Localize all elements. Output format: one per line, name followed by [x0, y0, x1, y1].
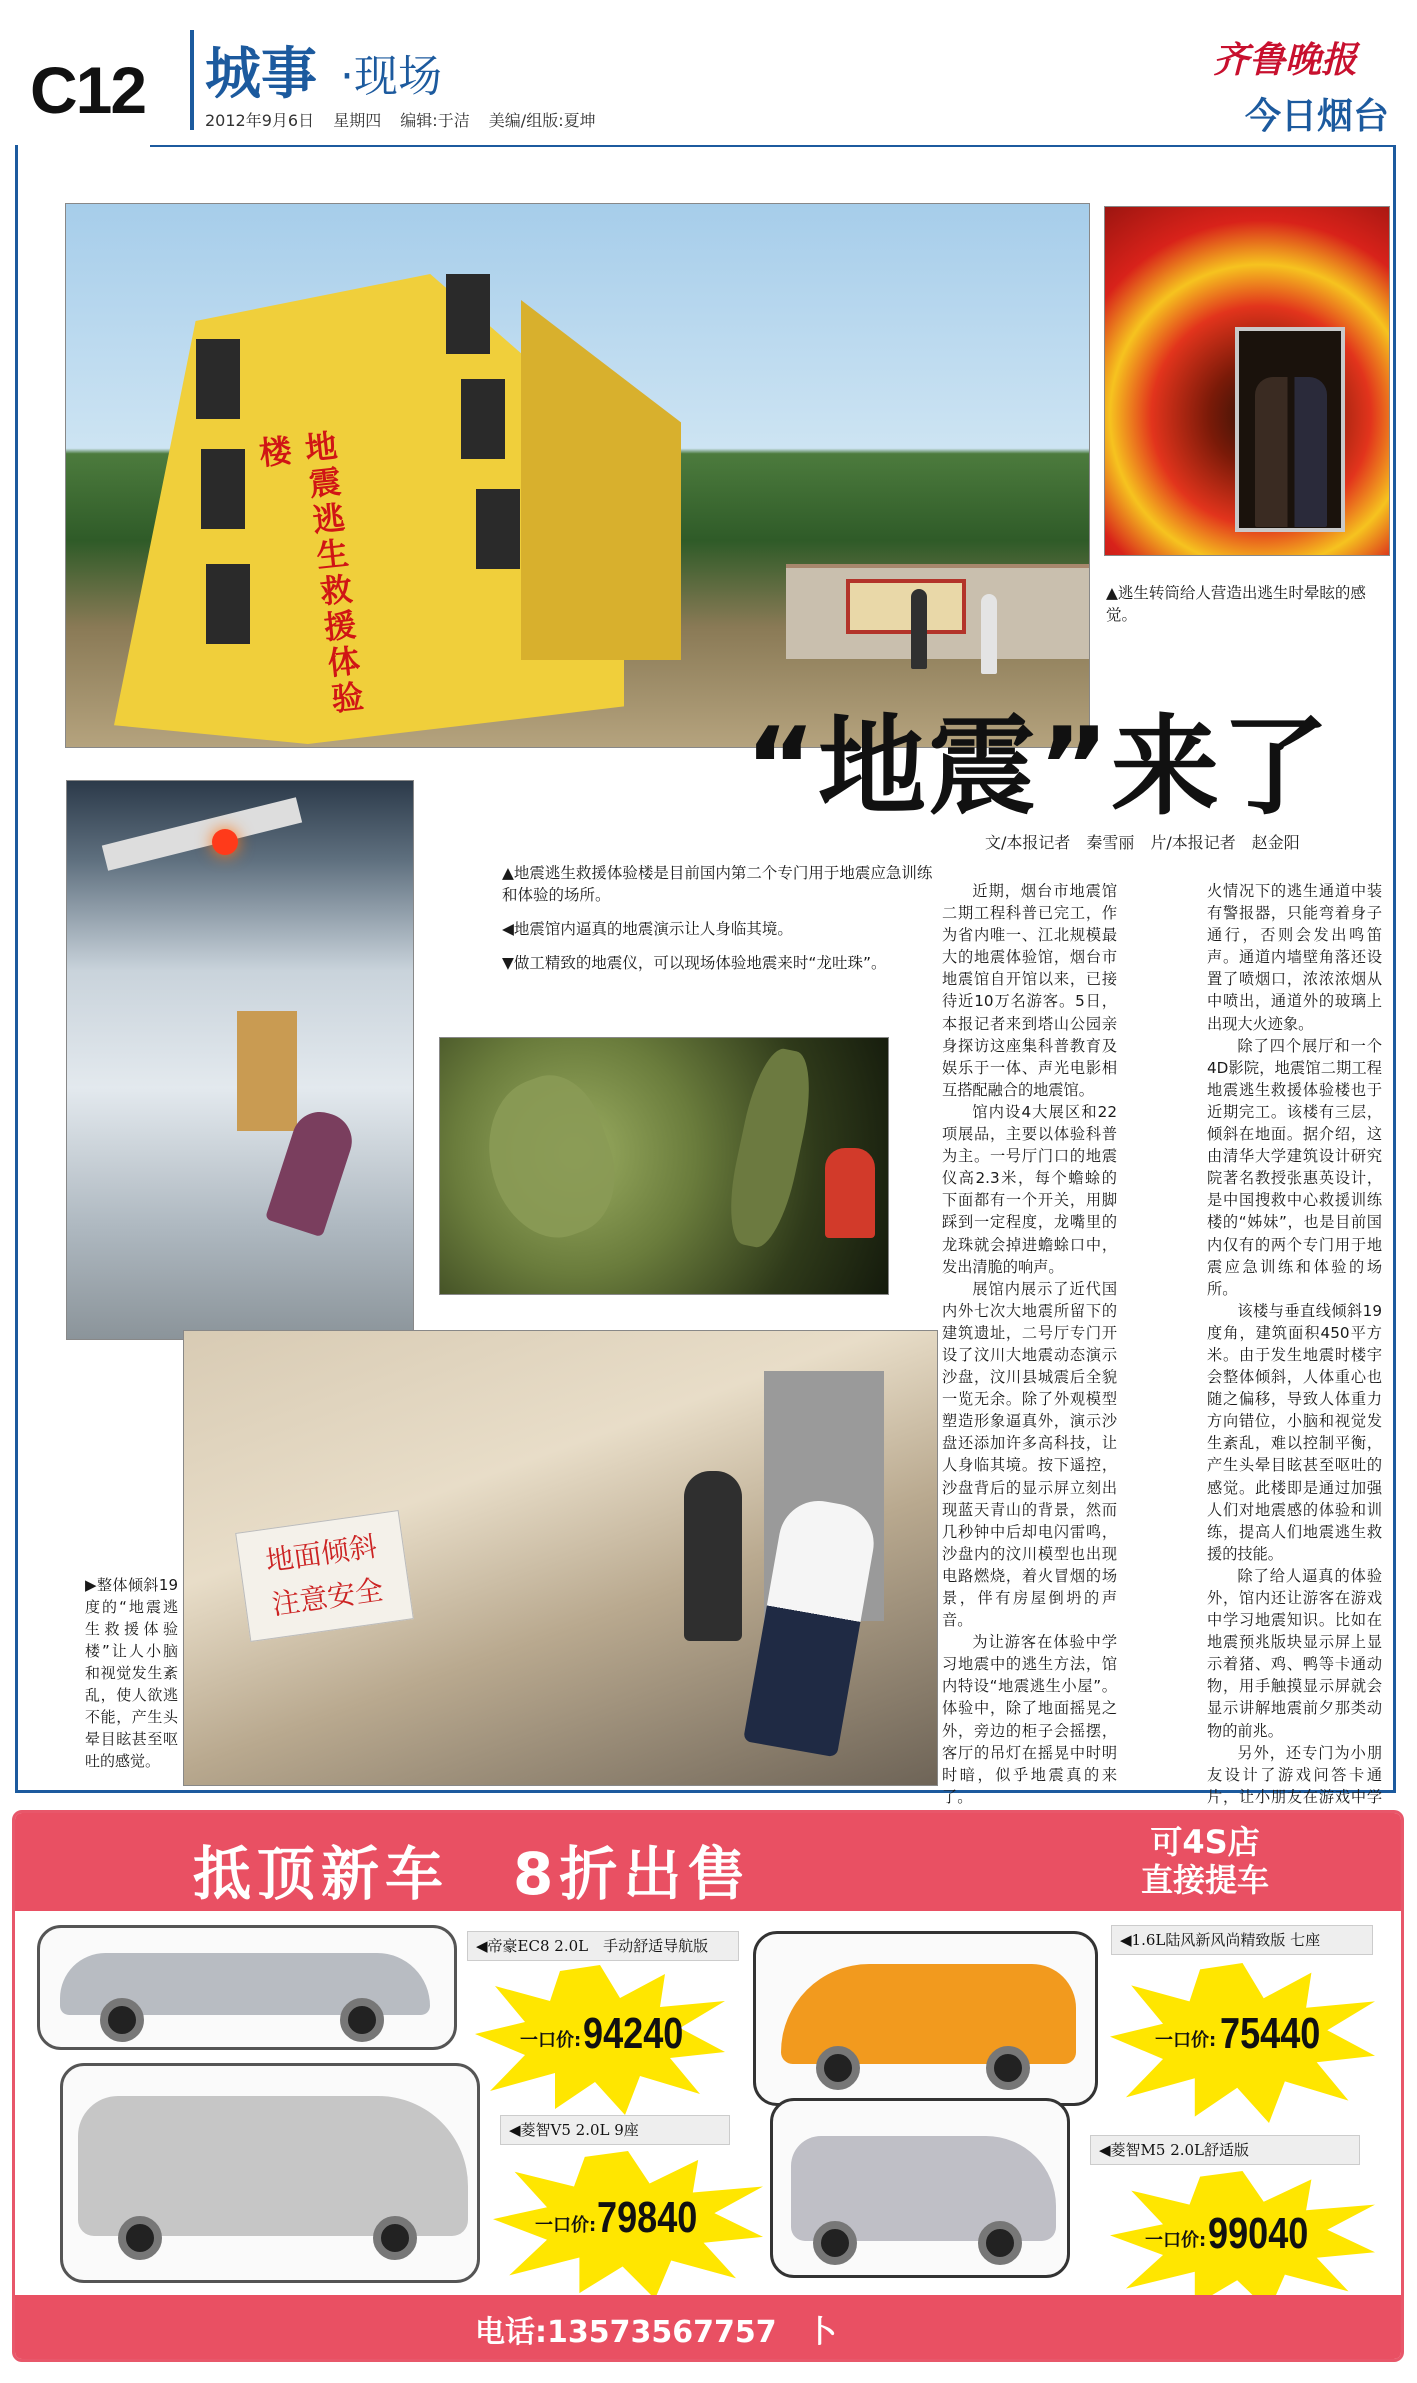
paragraph: 火情况下的逃生通道中装有警报器，只能弯着身子通行，否则会发出鸣笛声。通道内墙壁角落还设置了喷烟口，浓浓浓烟从中喷出，通道外的玻璃上出现大火迹象。 [1207, 882, 1382, 1033]
car-model-label: ◀菱智M5 2.0L舒适版 [1090, 2135, 1360, 2165]
car-advertisement [12, 1810, 1404, 2362]
visitor-figure [911, 589, 927, 669]
designer-credit: 美编/组版:夏坤 [488, 111, 596, 130]
dragon-body [720, 1044, 820, 1252]
paragraph: 该楼与垂直线倾斜19度角，建筑面积450平方米。由于发生地震时楼宇会整体倾斜，人体重心也随之偏移，导致人体重力方向错位，小脑和视觉发生紊乱，难以控制平衡，产生头晕目眩甚至呕吐的感觉。此楼即是通过加强人们对地震感的体验和训练，提高人们地震逃生救援的技能。 [1207, 1301, 1382, 1563]
car-wheel [340, 1998, 384, 2042]
corridor-door [237, 1011, 297, 1131]
car-model-label: ◀菱智V5 2.0L 9座 [500, 2115, 730, 2145]
newspaper-logo: 齐鲁晚报 [1213, 39, 1358, 81]
edition-name: 今日烟台 [1245, 96, 1390, 137]
tunnel-visitors [1255, 377, 1327, 527]
frame-right-rule [1393, 145, 1396, 1793]
article-column-1 [942, 880, 1117, 1874]
caption-building: ▲地震逃生救援体验楼是目前国内第二个专门用于地震应急训练和体验的场所。 [502, 864, 933, 904]
building-window [476, 489, 520, 569]
dragon-head [466, 1062, 633, 1253]
paragraph: 馆内设4大展区和22项展品，主要以体验科普为主。一号厅门口的地震仪高2.3米，每个蟾蜍的下面都有一个开关，用脚踩到一定程度，龙嘴里的龙珠就会掉进蟾蜍口中，发出清脆的响声。 [942, 1102, 1117, 1276]
article-byline: 文/本报记者 秦雪丽 片/本报记者 赵金阳 [985, 833, 1300, 852]
ad-headline: 抵顶新车 8折出售 [193, 1840, 752, 1908]
header-divider [190, 30, 194, 130]
paragraph: 另外，还专门为小朋友设计了游戏问答卡通片，让小朋友在游戏中学 [1207, 1743, 1382, 1806]
photo-tilted-building [65, 203, 1090, 748]
paragraph: 为让游客在体验中学习地震中的逃生方法，馆内特设“地震逃生小屋”。体验中，除了地面摇晃之外，旁边的柜子会摇摆，客厅的吊灯在摇晃中时明时暗，似乎地震真的来了。 [942, 1633, 1117, 1806]
car-photo-lingzhi-v5 [60, 2063, 480, 2283]
price-prefix: 一口价: [535, 2215, 597, 2236]
ad-title-banner [15, 1813, 1401, 1911]
alarm-lamp [212, 829, 238, 855]
paragraph: 近期，烟台市地震馆二期工程科普已完工，作为省内唯一、江北规模最大的地震体验馆，烟台市地震馆自开馆以来，已接待近10万名游客。5日，本报记者来到塔山公园亲身探访这座集科普教育及娱乐于一体、声光电影相互搭配融合的地震馆。 [942, 882, 1117, 1099]
fallen-beam [102, 797, 302, 871]
car-model-label: ◀帝豪EC8 2.0L 手动舒适导航版 [467, 1931, 739, 1961]
header-rule [150, 145, 1395, 147]
car-wheel [813, 2221, 857, 2265]
floor-warning-sign: 地面倾斜 注意安全 [235, 1510, 414, 1642]
car-wheel [100, 1998, 144, 2042]
ad-contact-banner [15, 2295, 1401, 2362]
car-wheel [118, 2216, 162, 2260]
visitor-figure [981, 594, 997, 674]
subsection-title: ·现场 [340, 51, 442, 102]
issue-weekday: 星期四 [333, 111, 382, 130]
issue-meta [205, 108, 610, 131]
car-price: 75440 [1220, 2009, 1321, 2058]
building-window [461, 379, 505, 459]
frame-bottom-rule [15, 1790, 1395, 1793]
visitor-figure [684, 1471, 742, 1641]
building-window [206, 564, 250, 644]
price-prefix: 一口价: [1155, 2030, 1217, 2051]
building-window [201, 449, 245, 529]
car-wheel [986, 2046, 1030, 2090]
price-prefix: 一口价: [520, 2030, 582, 2051]
article-column-2 [1207, 880, 1382, 1830]
notice-board [846, 579, 966, 634]
car-wheel [816, 2046, 860, 2090]
car-photo-emgrand-ec8 [37, 1925, 457, 2050]
frame-left-rule [15, 145, 18, 1790]
photo-smoke-corridor [66, 780, 414, 1340]
car-photo-lingzhi-m5 [770, 2098, 1070, 2278]
caption-tunnel: ▲逃生转筒给人营造出逃生时晕眩的感觉。 [1106, 584, 1366, 624]
caption-group [502, 862, 942, 986]
building-window [446, 274, 490, 354]
caption-tilt: ▶整体倾斜19度的“地震逃生救援体验楼”让人小脑和视觉发生紊乱，使人欲逃不能，产生头晕目眩甚至呕吐的感觉。 [85, 1576, 178, 1770]
car-price: 79840 [597, 2193, 698, 2242]
building-sign: 地震逃生救援体验楼 [252, 428, 367, 719]
visitor-red-shirt [825, 1148, 875, 1238]
article-headline: “地震”来了 [745, 705, 1331, 830]
caption-dragon: ▼做工精致的地震仪，可以现场体验地震来时“龙吐珠”。 [502, 954, 887, 972]
car-price: 99040 [1208, 2209, 1309, 2258]
editor-credit: 编辑:于洁 [400, 111, 470, 130]
building-window [196, 339, 240, 419]
building-side [521, 300, 681, 660]
page-number: C12 [30, 53, 146, 127]
ad-side-note: 可4S店 直接提车 [1140, 1823, 1269, 1899]
paragraph: 除了给人逼真的体验外，馆内还让游客在游戏中学习地震知识。比如在地震预兆版块显示屏上显示着猪、鸡、鸭等卡通动物，用手触摸显示屏就会显示讲解地震前夕那类动物的前兆。 [1207, 1566, 1382, 1740]
paragraph: 展馆内展示了近代国内外七次大地震所留下的建筑遗址，二号厅专门开设了汶川大地震动态演示沙盘，汶川县城震后全貌一览无余。除了外观模型塑造形象逼真外，演示沙盘还添加许多高科技，让人身临其境。按下遥控，沙盘背后的显示屏立刻出现蓝天青山的背景，然而几秒钟中后却电闪雷鸣，沙盘内的汶川模型也出现电路燃烧，着火冒烟的场景，伴有房屋倒坍的声音。 [942, 1279, 1117, 1630]
photo-tilted-floor [183, 1330, 938, 1786]
car-photo-landwind [753, 1931, 1098, 2106]
car-wheel [978, 2221, 1022, 2265]
photo-seismometer [439, 1037, 889, 1295]
photo-spin-tunnel [1104, 206, 1390, 556]
paragraph: 除了四个展厅和一个4D影院，地震馆二期工程地震逃生救援体验楼也于近期完工。该楼有三层，倾斜在地面。据介绍，这由清华大学建筑设计研究院著名教授张惠英设计，是中国搜救中心救援训练楼的“姊妹”，也是目前国内仅有的两个专门用于地震应急训练和体验的场所。 [1207, 1036, 1382, 1298]
car-price: 94240 [583, 2009, 684, 2058]
caption-fog: ◀地震馆内逼真的地震演示让人身临其境。 [502, 920, 793, 938]
price-prefix: 一口价: [1145, 2230, 1207, 2251]
issue-date: 2012年9月6日 [205, 111, 315, 130]
car-wheel [373, 2216, 417, 2260]
car-body [78, 2096, 468, 2236]
ad-phone-number: 电话:13573567757 卜 [475, 2315, 837, 2350]
car-model-label: ◀1.6L陆风新风尚精致版 七座 [1111, 1925, 1373, 1955]
section-title: 城事 [205, 42, 317, 107]
